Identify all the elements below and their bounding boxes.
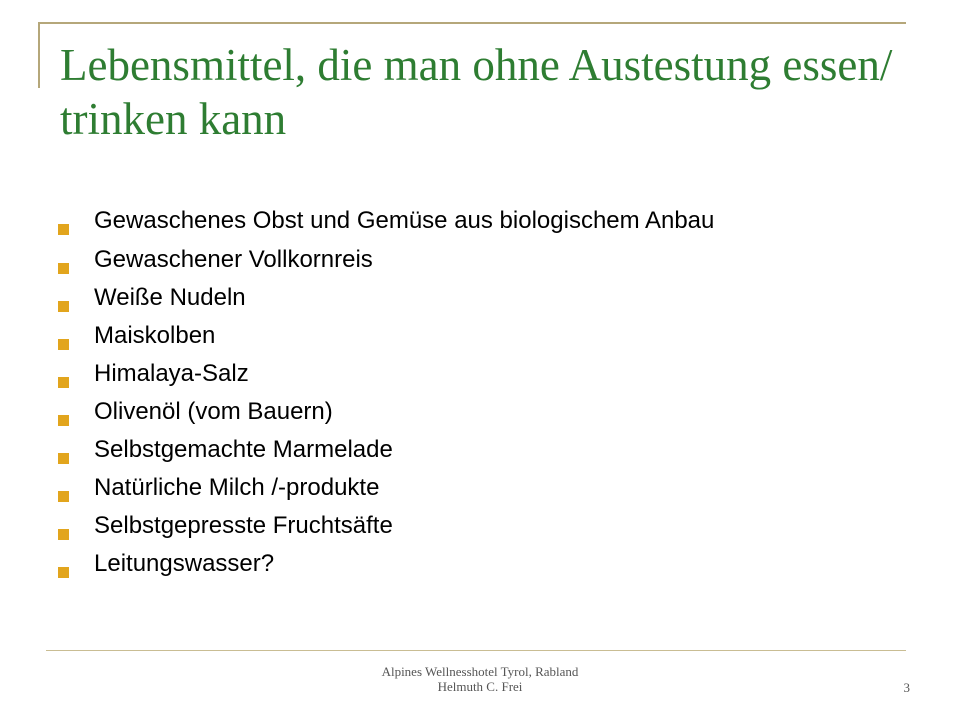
bullet-text: Olivenöl (vom Bauern): [94, 398, 333, 425]
bullet-text: Himalaya-Salz: [94, 360, 249, 387]
square-bullet-icon: [58, 301, 69, 312]
square-bullet-icon: [58, 224, 69, 235]
bullet-item: [58, 399, 878, 425]
square-bullet-icon: [58, 339, 69, 350]
bullet-text: Natürliche Milch /-produkte: [94, 474, 380, 501]
frame-top-rule: [40, 22, 906, 24]
bullet-item: [58, 437, 878, 463]
bullet-text: Maiskolben: [94, 322, 216, 349]
bullet-item: [58, 475, 878, 501]
square-bullet-icon: [58, 377, 69, 388]
square-bullet-icon: [58, 263, 69, 274]
frame-left-rule: [38, 22, 40, 88]
bullet-item: [58, 551, 878, 577]
bullet-item: [58, 208, 878, 234]
bullet-item: [58, 285, 878, 311]
footer-author: Helmuth C. Frei: [437, 679, 523, 694]
square-bullet-icon: [58, 415, 69, 426]
slide-title: Lebensmittel, die man ohne Austestung essen/ trinken kann: [60, 40, 893, 144]
bullet-text: Weiße Nudeln: [94, 284, 246, 311]
bullet-text: Gewaschener Vollkornreis: [94, 246, 373, 273]
square-bullet-icon: [58, 567, 69, 578]
bullet-item: [58, 247, 878, 273]
bullet-list: [58, 208, 878, 589]
square-bullet-icon: [58, 529, 69, 540]
bullet-text: Gewaschenes Obst und Gemüse aus biologischem Anbau: [94, 207, 715, 234]
bullet-text: Leitungswasser?: [94, 550, 275, 577]
footer-divider: [46, 650, 906, 651]
footer-hotel-name: Alpines Wellnesshotel Tyrol, Rabland: [381, 664, 579, 679]
bullet-item: [58, 361, 878, 387]
footer: [280, 664, 680, 694]
page-number: 3: [903, 680, 910, 695]
bullet-text: Selbstgepresste Fruchtsäfte: [94, 512, 393, 539]
square-bullet-icon: [58, 491, 69, 502]
bullet-item: [58, 513, 878, 539]
bullet-text: Selbstgemachte Marmelade: [94, 436, 393, 463]
bullet-item: [58, 323, 878, 349]
square-bullet-icon: [58, 453, 69, 464]
